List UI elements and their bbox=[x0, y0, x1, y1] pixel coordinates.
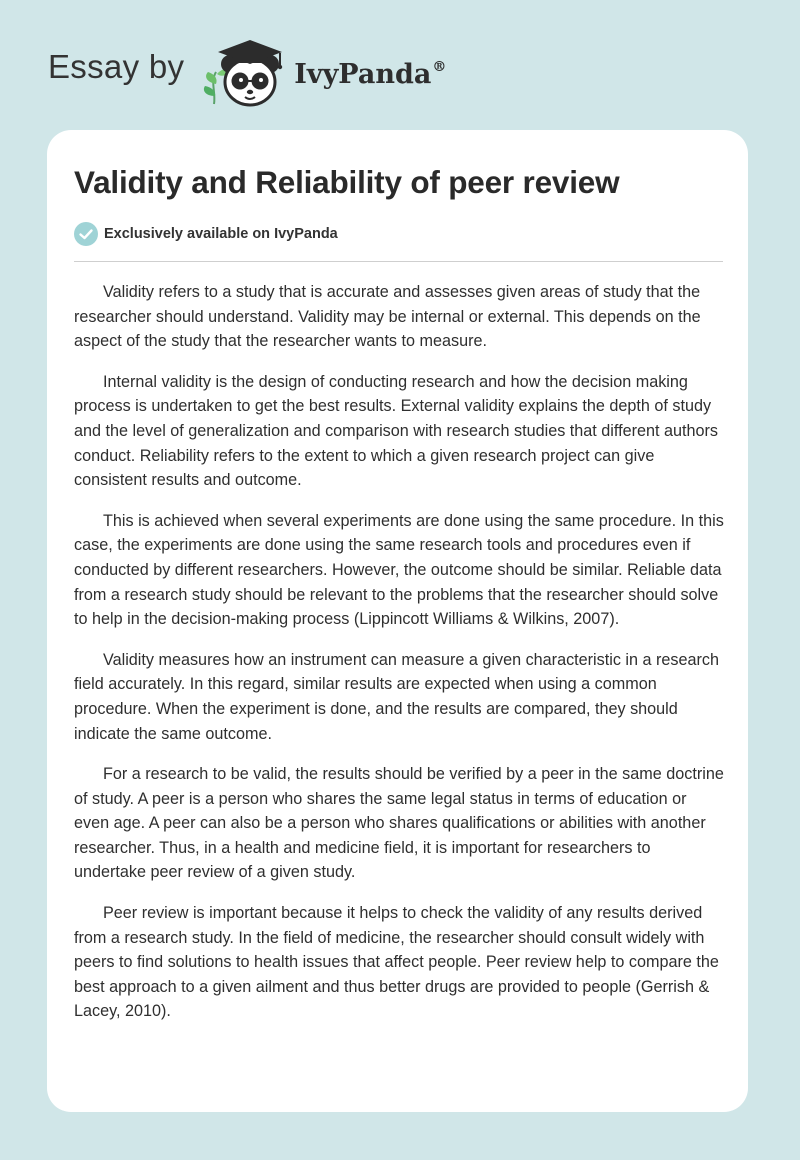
essay-paragraph: Validity refers to a study that is accurate and assesses given areas of study that the researcher should understand. Validity may be internal or external. This depends on the aspect of the study that the researcher wants to measure. bbox=[74, 283, 701, 351]
page-title: Validity and Reliability of peer review bbox=[74, 164, 620, 200]
essay-body bbox=[74, 280, 726, 1040]
ivypanda-wordmark bbox=[294, 59, 446, 90]
essay-by-label: Essay by bbox=[48, 48, 185, 85]
panda-graduate-icon bbox=[196, 32, 292, 112]
essay-card bbox=[47, 130, 748, 1112]
title-divider bbox=[74, 261, 723, 262]
essay-paragraph: For a research to be valid, the results should be verified by a peer in the same doctrine of study. A peer is a person who shares the same legal status in terms of education or even age. A peer can also be a person who shares qualifications or abilities with another researcher. Thus, in a health and medicine field, it is important for researchers to undertake peer review of a given study. bbox=[74, 765, 724, 882]
essay-paragraph: Validity measures how an instrument can measure a given characteristic in a research field accurately. In this regard, similar results are expected when using a common procedure. When the experiment is done, and the results are compared, they should indicate the same outcome. bbox=[74, 650, 720, 743]
exclusive-badge bbox=[74, 222, 338, 246]
registered-mark: ® bbox=[432, 58, 447, 75]
essay-paragraph: Peer review is important because it helps to check the validity of any results derived from a research study. In the field of medicine, the researcher should consult widely with peers to find solutions to health issues that affect people. Peer review help to compare the best approach to a given ailment and thus better drugs are provided to people (Gerrish & Lacey, 2010). bbox=[74, 904, 719, 1021]
check-circle-icon bbox=[74, 222, 98, 246]
brand-name-text: IvyPanda bbox=[294, 58, 432, 90]
ivypanda-logo-link[interactable] bbox=[196, 32, 446, 112]
site-header bbox=[48, 32, 446, 112]
essay-paragraph: Internal validity is the design of conducting research and how the decision making process is undertaken to get the best results. External validity explains the depth of study and the level of generalization and comparison with research studies that different authors conduct. Reliability refers to the extent to which a given research project can give consistent results and outcome. bbox=[74, 372, 718, 490]
essay-paragraph: This is achieved when several experiments are done using the same procedure. In this case, the experiments are done using the same research tools and procedures even if conducted by different researchers. However, the outcome should be similar. Reliable data from a research study should be relevant to the problems that the researcher should solve to help in the decision-making process (Lippincott Williams & Wilkins, 2007). bbox=[74, 511, 724, 629]
exclusive-badge-label: Exclusively available on IvyPanda bbox=[104, 226, 338, 242]
